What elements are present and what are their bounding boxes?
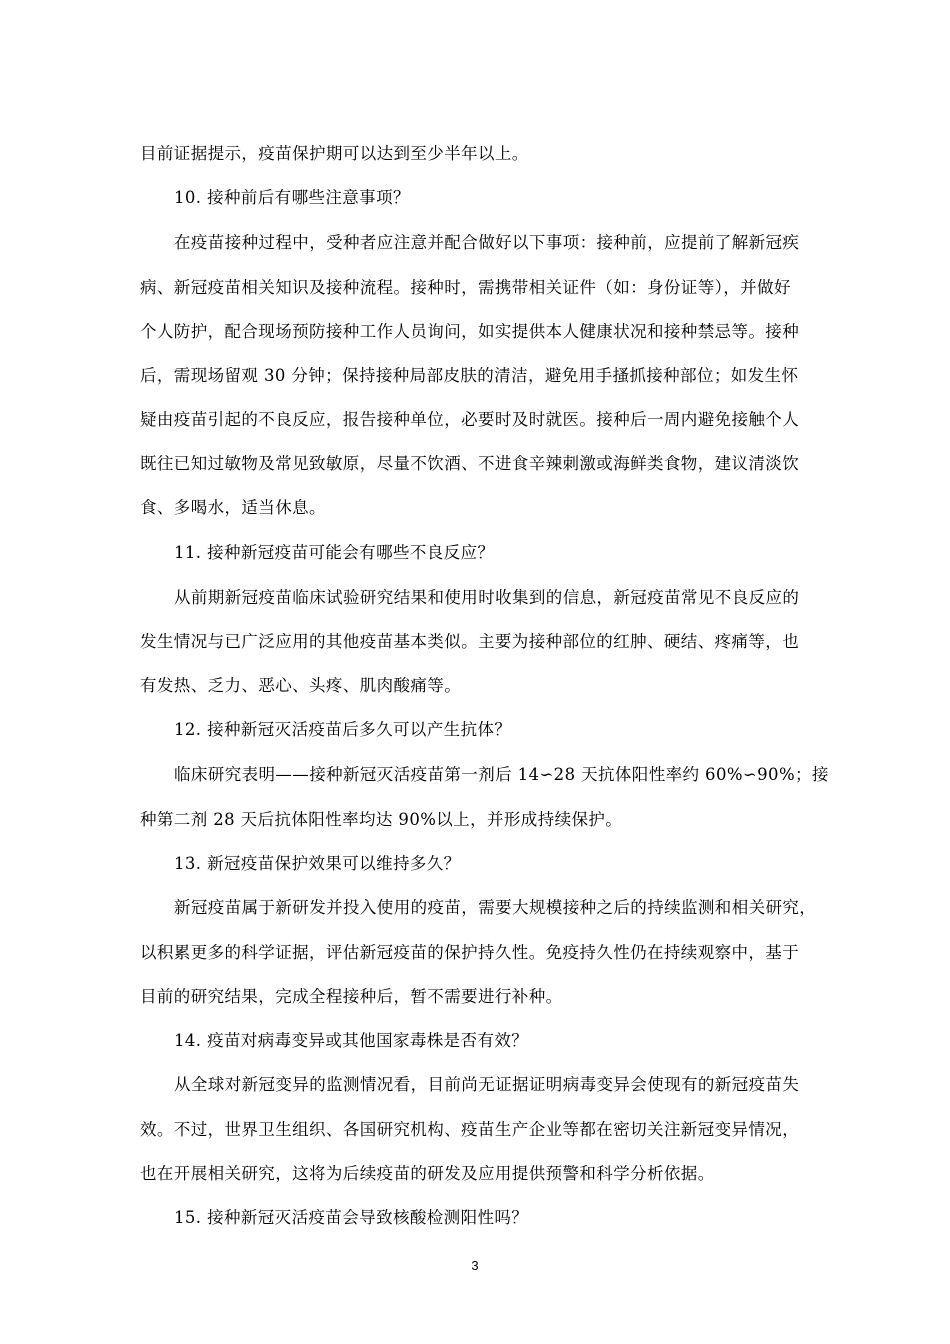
paragraph-line: 以积累更多的科学证据，评估新冠疫苗的保护持久性。免疫持久性仍在持续观察中，基于 bbox=[140, 943, 800, 962]
paragraph-line: 有发热、乏力、恶心、头疼、肌肉酸痛等。 bbox=[140, 676, 462, 695]
paragraph-line: 食、多喝水，适当休息。 bbox=[140, 498, 326, 517]
question-heading: 15. 接种新冠灭活疫苗会导致核酸检测阳性吗？ bbox=[174, 1208, 529, 1227]
paragraph-line: 从全球对新冠变异的监测情况看，目前尚无证据证明病毒变异会使现有的新冠疫苗失 bbox=[174, 1075, 800, 1094]
page-number: 3 bbox=[471, 1258, 479, 1273]
paragraph-line: 种第二剂 28 天后抗体阳性率均达 90%以上，并形成持续保护。 bbox=[140, 810, 623, 829]
question-heading: 12. 接种新冠灭活疫苗后多久可以产生抗体？ bbox=[174, 720, 512, 739]
paragraph-line: 发生情况与已广泛应用的其他疫苗基本类似。主要为接种部位的红肿、硬结、疼痛等，也 bbox=[140, 632, 800, 651]
paragraph-line: 在疫苗接种过程中，受种者应注意并配合做好以下事项：接种前，应提前了解新冠疾 bbox=[174, 233, 800, 252]
paragraph-line: 病、新冠疫苗相关知识及接种流程。接种时，需携带相关证件（如：身份证等），并做好 bbox=[140, 278, 791, 297]
paragraph-line: 个人防护，配合现场预防接种工作人员询问，如实提供本人健康状况和接种禁忌等。接种 bbox=[140, 322, 800, 341]
paragraph-line: 目前的研究结果，完成全程接种后，暂不需要进行补种。 bbox=[140, 987, 563, 1006]
question-heading: 10. 接种前后有哪些注意事项？ bbox=[174, 188, 410, 207]
paragraph-line: 后，需现场留观 30 分钟；保持接种局部皮肤的清洁，避免用手搔抓接种部位；如发生怀 bbox=[140, 366, 799, 385]
paragraph-line: 从前期新冠疫苗临床试验研究结果和使用时收集到的信息，新冠疫苗常见不良反应的 bbox=[174, 588, 800, 607]
paragraph-line: 既往已知过敏物及常见致敏原，尽量不饮酒、不进食辛辣刺激或海鲜类食物，建议清淡饮 bbox=[140, 454, 800, 473]
question-heading: 11. 接种新冠疫苗可能会有哪些不良反应？ bbox=[174, 543, 495, 562]
question-heading: 13. 新冠疫苗保护效果可以维持多久？ bbox=[174, 854, 461, 873]
paragraph-line: 也在开展相关研究，这将为后续疫苗的研发及应用提供预警和科学分析依据。 bbox=[140, 1164, 715, 1183]
paragraph-line: 目前证据提示，疫苗保护期可以达到至少半年以上。 bbox=[140, 144, 529, 163]
paragraph-line: 新冠疫苗属于新研发并投入使用的疫苗，需要大规模接种之后的持续监测和相关研究， bbox=[174, 898, 817, 917]
paragraph-line: 效。不过，世界卫生组织、各国研究机构、疫苗生产企业等都在密切关注新冠变异情况， bbox=[140, 1120, 800, 1139]
paragraph-line: 临床研究表明——接种新冠灭活疫苗第一剂后 14∽28 天抗体阳性率约 60%∽90%；接 bbox=[174, 765, 829, 784]
question-heading: 14. 疫苗对病毒变异或其他国家毒株是否有效？ bbox=[174, 1031, 529, 1050]
paragraph-line: 疑由疫苗引起的不良反应，报告接种单位，必要时及时就医。接种后一周内避免接触个人 bbox=[140, 410, 800, 429]
